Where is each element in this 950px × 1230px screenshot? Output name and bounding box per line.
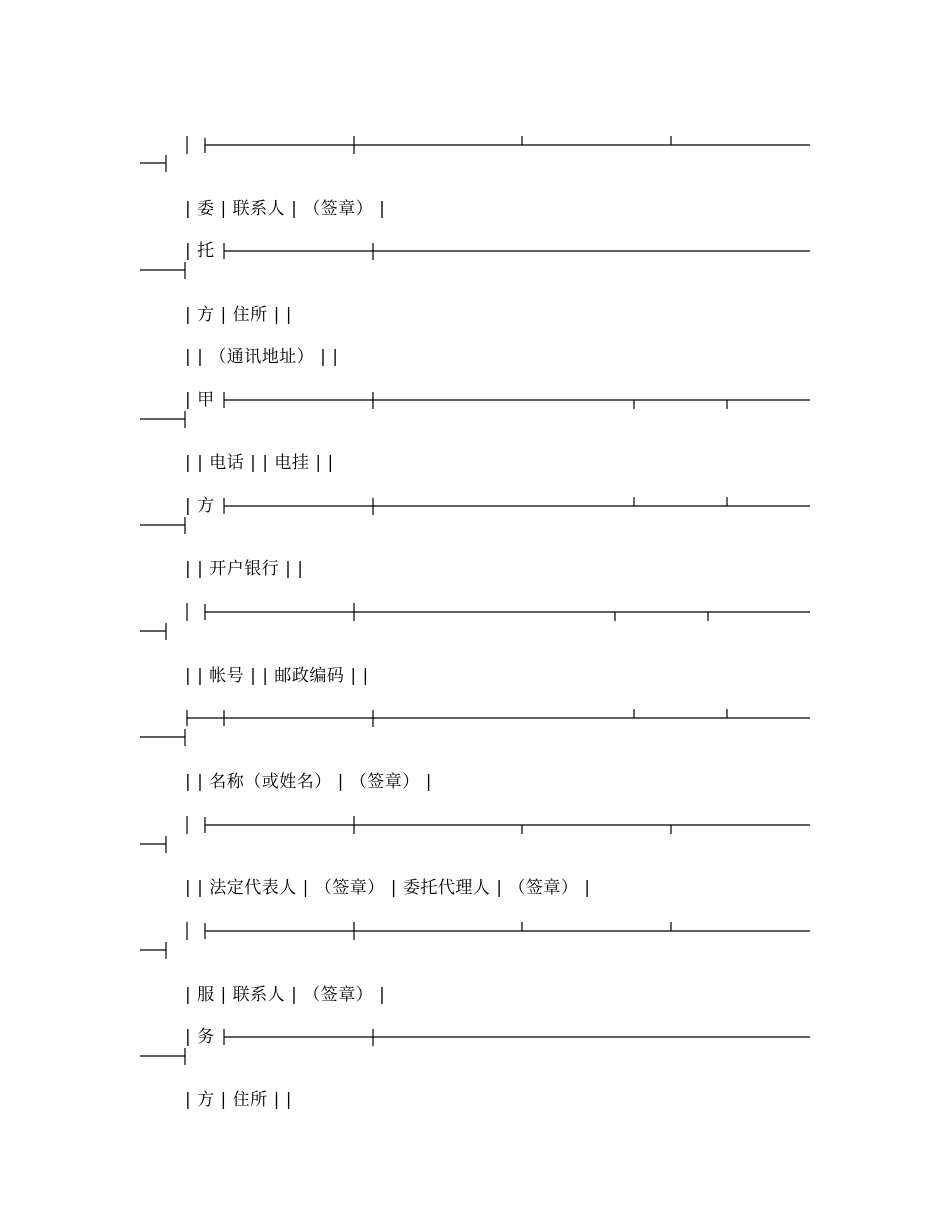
line-service-contact: | 服 | 联系人 | （签章） | (185, 985, 386, 1005)
line-service-wu: | 务 (185, 1027, 221, 1047)
line-entrust-contact: | 委 | 联系人 | （签章） | (185, 199, 386, 219)
line-entrust-jia: | 甲 (185, 390, 221, 410)
line-entrust-mailing: | | （通讯地址） | | (185, 347, 339, 367)
line-entrust-fang: | 方 (185, 496, 221, 516)
line-service-address: | 方 | 住所 | | (185, 1090, 292, 1110)
line-entrust-tuo: | 托 (185, 241, 221, 261)
line-entrust-address: | 方 | 住所 | | (185, 305, 292, 325)
line-entrust-bank: | | 开户银行 | | (185, 559, 304, 579)
line-entrust-account: | | 帐号 | | 邮政编码 | | (185, 666, 369, 686)
line-service-name: | | 名称（或姓名） | （签章） | (185, 772, 432, 792)
line-service-legal-rep: | | 法定代表人 | （签章） | 委托代理人 | （签章） | (185, 878, 591, 898)
line-entrust-phone: | | 电话 | | 电挂 | | (185, 453, 334, 473)
